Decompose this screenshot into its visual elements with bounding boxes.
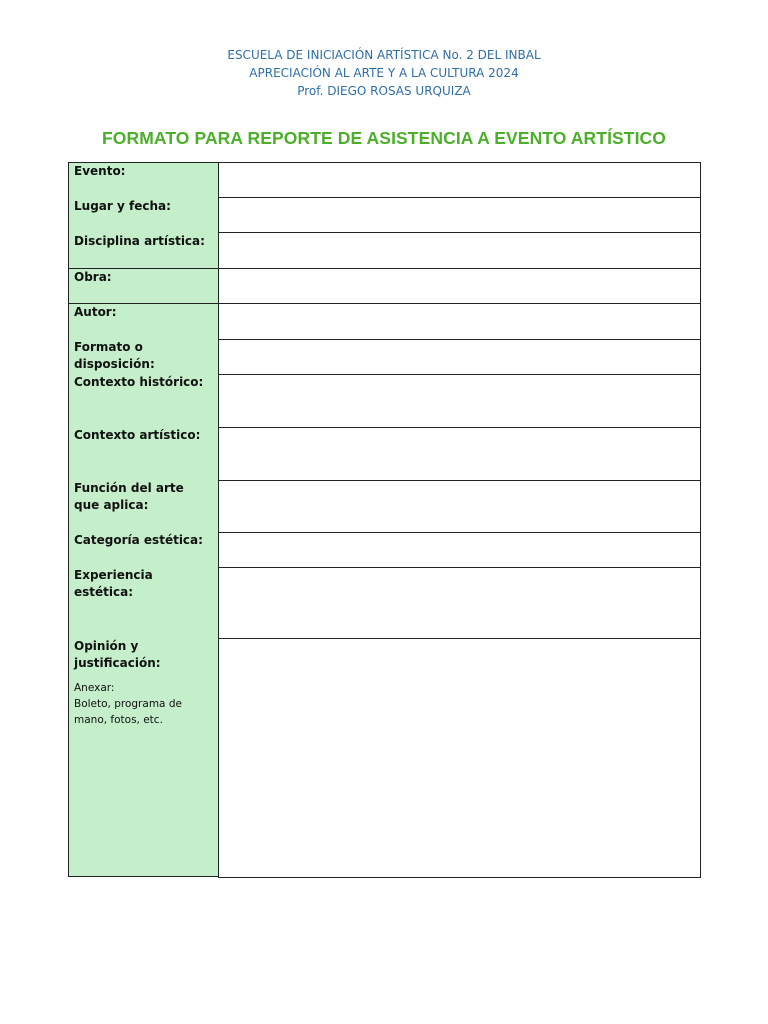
label-opinion-text: Opinión y justificación: — [74, 639, 161, 670]
field-evento[interactable] — [218, 162, 701, 198]
form-title: FORMATO PARA REPORTE DE ASISTENCIA A EVENTO ARTÍSTICO — [101, 128, 667, 148]
label-obra: Obra: — [74, 270, 112, 284]
label-experiencia-estetica: Experiencia estética: — [74, 568, 153, 599]
field-autor[interactable] — [218, 303, 701, 340]
field-categoria-estetica[interactable] — [218, 532, 701, 568]
label-disciplina: Disciplina artística: — [74, 234, 205, 248]
field-lugar-fecha[interactable] — [218, 197, 701, 233]
label-lugar-fecha: Lugar y fecha: — [74, 199, 171, 213]
teacher-name: Prof. DIEGO ROSAS URQUIZA — [297, 84, 471, 98]
field-obra[interactable] — [218, 268, 701, 304]
report-form — [68, 162, 701, 878]
field-disciplina[interactable] — [218, 232, 701, 269]
field-formato[interactable] — [218, 339, 701, 375]
course-name: APRECIACIÓN AL ARTE Y A LA CULTURA 2024 — [249, 66, 519, 80]
label-evento: Evento: — [74, 164, 126, 178]
annex-note — [74, 680, 213, 728]
field-experiencia-estetica[interactable] — [218, 567, 701, 639]
field-contexto-historico[interactable] — [218, 374, 701, 428]
annex-text: Boleto, programa de mano, fotos, etc. — [74, 698, 182, 726]
label-categoria-estetica: Categoría estética: — [74, 533, 203, 547]
label-formato: Formato o disposición: — [74, 340, 155, 371]
label-contexto-artistico: Contexto artístico: — [74, 428, 201, 442]
label-contexto-historico: Contexto histórico: — [74, 375, 204, 389]
label-opinion — [68, 638, 219, 728]
field-contexto-artistico[interactable] — [218, 427, 701, 481]
label-autor: Autor: — [74, 305, 117, 319]
school-name: ESCUELA DE INICIACIÓN ARTÍSTICA No. 2 DEL INBAL — [227, 48, 541, 62]
document-header — [0, 46, 768, 100]
field-opinion[interactable] — [218, 638, 701, 878]
field-funcion-arte[interactable] — [218, 480, 701, 534]
annex-heading: Anexar: — [74, 682, 115, 694]
label-funcion-arte: Función del arte que aplica: — [74, 481, 184, 512]
